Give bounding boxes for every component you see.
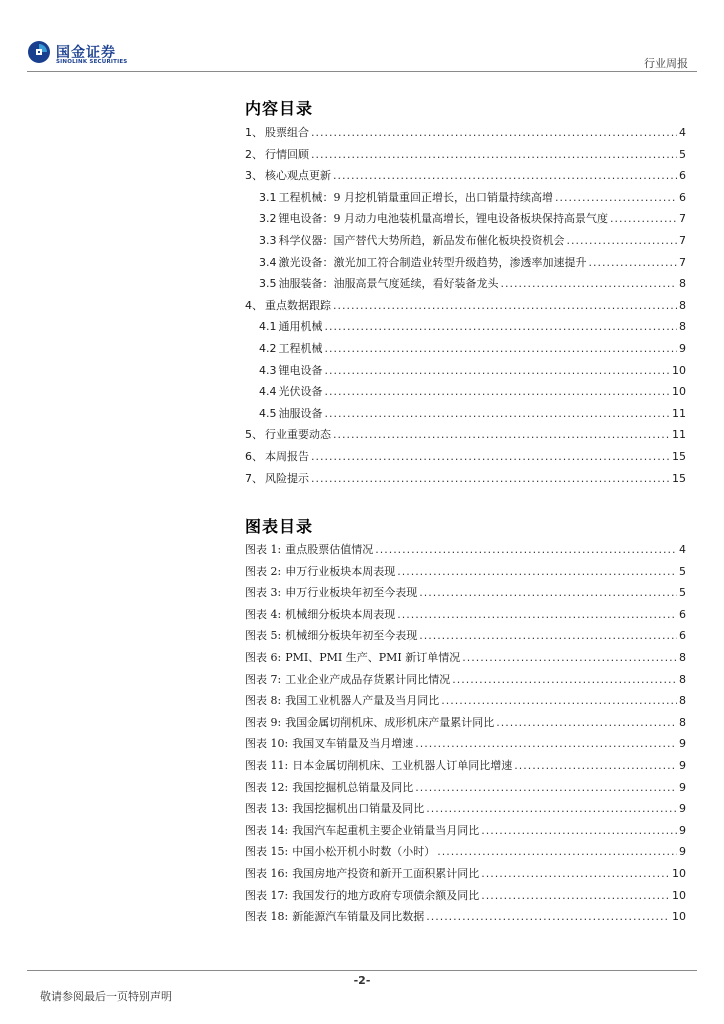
toc-entry-number: 6、 [245, 450, 263, 463]
figure-entry-number: 图表 5: [245, 629, 282, 643]
figure-entry-title: 我国挖掘机出口销量及同比 [292, 802, 425, 816]
toc-leader-dots [589, 255, 678, 271]
toc-entry-title: 重点数据跟踪 [265, 298, 331, 312]
figure-leader-dots [481, 866, 670, 882]
toc-entry-title: 工程机械：9 月挖机销量重回正增长，出口销量持续高增 [278, 190, 553, 204]
sinolink-logo-icon [27, 40, 51, 64]
toc-leader-dots [325, 384, 671, 400]
toc-entry-page: 4 [679, 126, 686, 139]
figure-entry-page: 6 [679, 629, 686, 643]
figure-leader-dots [415, 736, 677, 752]
figure-leader-dots [397, 607, 677, 623]
figure-leader-dots [514, 758, 677, 774]
toc-leader-dots [311, 125, 677, 141]
toc-entry[interactable] [245, 427, 686, 443]
figure-leader-dots [481, 888, 670, 904]
toc-entry-number: 5、 [245, 428, 263, 442]
toc-entry[interactable] [245, 471, 686, 487]
figure-entry-title: 日本金属切削机床、工业机器人订单同比增速 [292, 759, 513, 772]
header-divider [27, 71, 697, 72]
figure-entry-page: 5 [679, 564, 686, 578]
figure-entry-page: 10 [672, 867, 686, 880]
toc-entry[interactable] [259, 233, 686, 249]
toc-entry[interactable] [245, 449, 686, 465]
toc-leader-dots [567, 233, 678, 249]
figure-entry-page: 4 [679, 543, 686, 556]
toc-leader-dots [555, 190, 677, 206]
figure-list-entry[interactable] [245, 607, 686, 623]
figure-entry-number: 图表 18: [245, 910, 289, 924]
toc-entry-number: 4.2 [259, 342, 277, 355]
toc-entry-number: 4、 [245, 298, 263, 312]
figure-entry-page: 8 [679, 651, 686, 664]
toc-entry-title: 锂电设备 [278, 363, 323, 377]
figure-list-entry[interactable] [245, 650, 686, 666]
company-logo [27, 40, 137, 68]
toc-heading: 内容目录 [245, 99, 314, 118]
toc-leader-dots [325, 319, 678, 335]
figure-entry-number: 图表 17: [245, 888, 289, 902]
toc-entry-title: 本周报告 [265, 450, 309, 463]
figure-entry-number: 图表 16: [245, 867, 289, 880]
figure-leader-dots [426, 909, 670, 925]
toc-leader-dots [333, 168, 677, 184]
figure-entry-title: 我国发行的地方政府专项债余额及同比 [292, 888, 480, 902]
figure-list-entry[interactable] [245, 693, 686, 709]
toc-entry-title: 行业重要动态 [265, 428, 331, 442]
toc-leader-dots [610, 211, 677, 227]
figure-list-entry[interactable] [245, 780, 686, 796]
toc-entry-number: 3、 [245, 169, 263, 183]
figure-leader-dots [426, 801, 677, 817]
toc-entry-title: 行情回顾 [265, 147, 309, 161]
figure-entry-page: 9 [679, 845, 686, 859]
figure-list-entry[interactable] [245, 801, 686, 817]
figure-entry-title: 申万行业板块本周表现 [285, 564, 396, 578]
figure-entry-number: 图表 13: [245, 802, 289, 816]
figure-entry-page: 10 [672, 888, 686, 902]
toc-entry-page: 5 [679, 147, 686, 161]
figure-list-entry[interactable] [245, 715, 686, 731]
toc-leader-dots [333, 298, 677, 314]
toc-entry-title: 风险提示 [265, 471, 309, 485]
toc-entry-page: 6 [679, 169, 686, 183]
figure-list-entry[interactable] [245, 564, 686, 580]
figure-leader-dots [415, 780, 677, 796]
figure-list-entry[interactable] [245, 542, 686, 558]
figure-entry-number: 图表 15: [245, 845, 289, 859]
figure-list-entry[interactable] [245, 888, 686, 904]
figure-entry-number: 图表 7: [245, 672, 282, 686]
figure-entry-number: 图表 6: [245, 651, 282, 664]
figure-list-entry[interactable] [245, 866, 686, 882]
figure-entry-title: 我国挖掘机总销量及同比 [292, 780, 414, 794]
toc-entry-title: 科学仪器：国产替代大势所趋，新品发布催化板块投资机会 [278, 234, 565, 247]
figure-list-entry[interactable] [245, 758, 686, 774]
figure-list-entry[interactable] [245, 672, 686, 688]
toc-entry-number: 3.3 [259, 234, 277, 247]
toc-entry-title: 核心观点更新 [265, 169, 331, 183]
toc-leader-dots [325, 363, 671, 379]
page-header [0, 0, 724, 72]
figure-entry-title: 申万行业板块年初至今表现 [285, 586, 418, 600]
toc-entry-page: 10 [672, 363, 686, 377]
figure-leader-dots [437, 844, 677, 860]
figure-entry-number: 图表 2: [245, 564, 282, 578]
toc-entry-number: 3.1 [259, 190, 277, 204]
toc-entry[interactable] [259, 341, 686, 357]
figure-entry-title: 新能源汽车销量及同比数据 [292, 910, 425, 924]
figure-entry-number: 图表 1: [245, 543, 282, 556]
page-number: -2- [353, 974, 371, 987]
figure-entry-title: 中国小松开机小时数（小时） [292, 845, 436, 859]
figure-leader-dots [419, 628, 677, 644]
figure-leader-dots [496, 715, 677, 731]
figure-leader-dots [481, 823, 677, 839]
figure-entry-number: 图表 10: [245, 737, 289, 751]
toc-entry-number: 7、 [245, 471, 263, 485]
figure-list-entry[interactable] [245, 736, 686, 752]
toc-entry-title: 光伏设备 [278, 385, 323, 399]
figure-entry-number: 图表 11: [245, 759, 289, 772]
toc-entry-number: 1、 [245, 126, 263, 139]
figure-entry-title: 我国汽车起重机主要企业销量当月同比 [292, 823, 480, 837]
toc-entry[interactable] [259, 190, 686, 206]
toc-entry-number: 4.5 [259, 406, 277, 420]
figure-entry-title: 我国房地产投资和新开工面积累计同比 [292, 867, 480, 880]
toc-entry-title: 股票组合 [265, 126, 309, 139]
toc-entry-page: 11 [672, 428, 686, 442]
figure-entry-page: 5 [679, 586, 686, 600]
figure-entry-page: 9 [679, 823, 686, 837]
toc-entry[interactable] [259, 406, 686, 422]
toc-entry[interactable] [245, 168, 686, 184]
figure-list-heading: 图表目录 [245, 517, 314, 536]
toc-entry-title: 锂电设备：9 月动力电池装机量高增长，锂电设备板块保持高景气度 [278, 212, 608, 226]
toc-leader-dots [333, 427, 670, 443]
disclaimer-text: 敬请参阅最后一页特别声明 [40, 990, 172, 1003]
toc-entry[interactable] [259, 319, 686, 335]
report-type-label: 行业周报 [644, 57, 688, 70]
toc-entry-number: 4.3 [259, 363, 277, 377]
toc-entry-title: 工程机械 [278, 342, 323, 355]
figure-entry-page: 10 [672, 910, 686, 924]
toc-entry[interactable] [245, 147, 686, 163]
figure-entry-title: PMI、PMI 生产、PMI 新订单情况 [285, 651, 461, 664]
toc-entry-number: 2、 [245, 147, 263, 161]
toc-entry[interactable] [245, 298, 686, 314]
toc-leader-dots [325, 341, 678, 357]
figure-entry-page: 8 [679, 672, 686, 686]
figure-entry-number: 图表 3: [245, 586, 282, 600]
logo-english-name: SINOLINK SECURITIES [56, 59, 128, 65]
toc-entry-page: 7 [679, 212, 686, 226]
toc-entry-page: 8 [679, 320, 686, 334]
toc-entry-title: 通用机械 [278, 320, 323, 334]
figure-entry-page: 8 [679, 715, 686, 729]
toc-entry-title: 油服设备 [278, 406, 323, 420]
figure-leader-dots [397, 564, 677, 580]
figure-entry-number: 图表 14: [245, 823, 289, 837]
figure-entry-title: 机械细分板块本周表现 [285, 607, 396, 621]
figure-entry-number: 图表 9: [245, 715, 282, 729]
figure-list-entry[interactable] [245, 909, 686, 925]
figure-leader-dots [452, 672, 677, 688]
figure-entry-page: 8 [679, 694, 686, 708]
toc-entry[interactable] [259, 211, 686, 227]
toc-entry-page: 15 [672, 450, 686, 463]
figure-entry-page: 6 [679, 607, 686, 621]
logo-chinese-name: 国金证券 [56, 45, 116, 61]
toc-entry-page: 11 [672, 406, 686, 420]
toc-entry-number: 3.4 [259, 255, 277, 269]
figure-entry-page: 9 [679, 780, 686, 794]
toc-entry-page: 8 [679, 298, 686, 312]
toc-leader-dots [325, 406, 671, 422]
toc-entry[interactable] [259, 276, 686, 292]
figure-leader-dots [375, 542, 677, 558]
toc-entry-page: 15 [672, 471, 686, 485]
toc-entry-number: 3.2 [259, 212, 277, 226]
toc-leader-dots [311, 147, 677, 163]
toc-entry-page: 7 [679, 234, 686, 247]
toc-entry-title: 油服装备：油服高景气度延续，看好装备龙头 [278, 277, 499, 291]
figure-entry-title: 我国叉车销量及当月增速 [292, 737, 414, 751]
toc-entry-number: 4.1 [259, 320, 277, 334]
toc-entry-number: 3.5 [259, 277, 277, 291]
toc-entry-page: 6 [679, 190, 686, 204]
figure-entry-page: 9 [679, 759, 686, 772]
figure-entry-title: 我国金属切削机床、成形机床产量累计同比 [285, 715, 495, 729]
figure-entry-number: 图表 12: [245, 780, 289, 794]
figure-leader-dots [419, 585, 677, 601]
toc-entry-title: 激光设备：激光加工符合制造业转型升级趋势，渗透率加速提升 [278, 255, 587, 269]
figure-list-entry[interactable] [245, 585, 686, 601]
toc-entry[interactable] [259, 384, 686, 400]
figure-leader-dots [462, 650, 677, 666]
figure-entry-title: 重点股票估值情况 [285, 543, 374, 556]
toc-leader-dots [311, 449, 670, 465]
toc-leader-dots [311, 471, 670, 487]
toc-entry[interactable] [259, 255, 686, 271]
figure-list-entry[interactable] [245, 844, 686, 860]
figure-entry-number: 图表 8: [245, 694, 282, 708]
figure-list-entry[interactable] [245, 628, 686, 644]
figure-entry-page: 9 [679, 737, 686, 751]
toc-entry[interactable] [245, 125, 686, 141]
figure-list-entry[interactable] [245, 823, 686, 839]
toc-entry-number: 4.4 [259, 385, 277, 399]
figure-leader-dots [441, 693, 677, 709]
figure-entry-title: 工业企业产成品存货累计同比情况 [285, 672, 451, 686]
toc-entry-page: 9 [679, 342, 686, 355]
toc-entry-page: 10 [672, 385, 686, 399]
toc-entry[interactable] [259, 363, 686, 379]
figure-entry-number: 图表 4: [245, 607, 282, 621]
figure-entry-title: 机械细分板块年初至今表现 [285, 629, 418, 643]
toc-leader-dots [501, 276, 678, 292]
toc-entry-page: 7 [679, 255, 686, 269]
toc-entry-page: 8 [679, 277, 686, 291]
figure-entry-page: 9 [679, 802, 686, 816]
figure-entry-title: 我国工业机器人产量及当月同比 [285, 694, 440, 708]
footer-divider [27, 970, 697, 971]
